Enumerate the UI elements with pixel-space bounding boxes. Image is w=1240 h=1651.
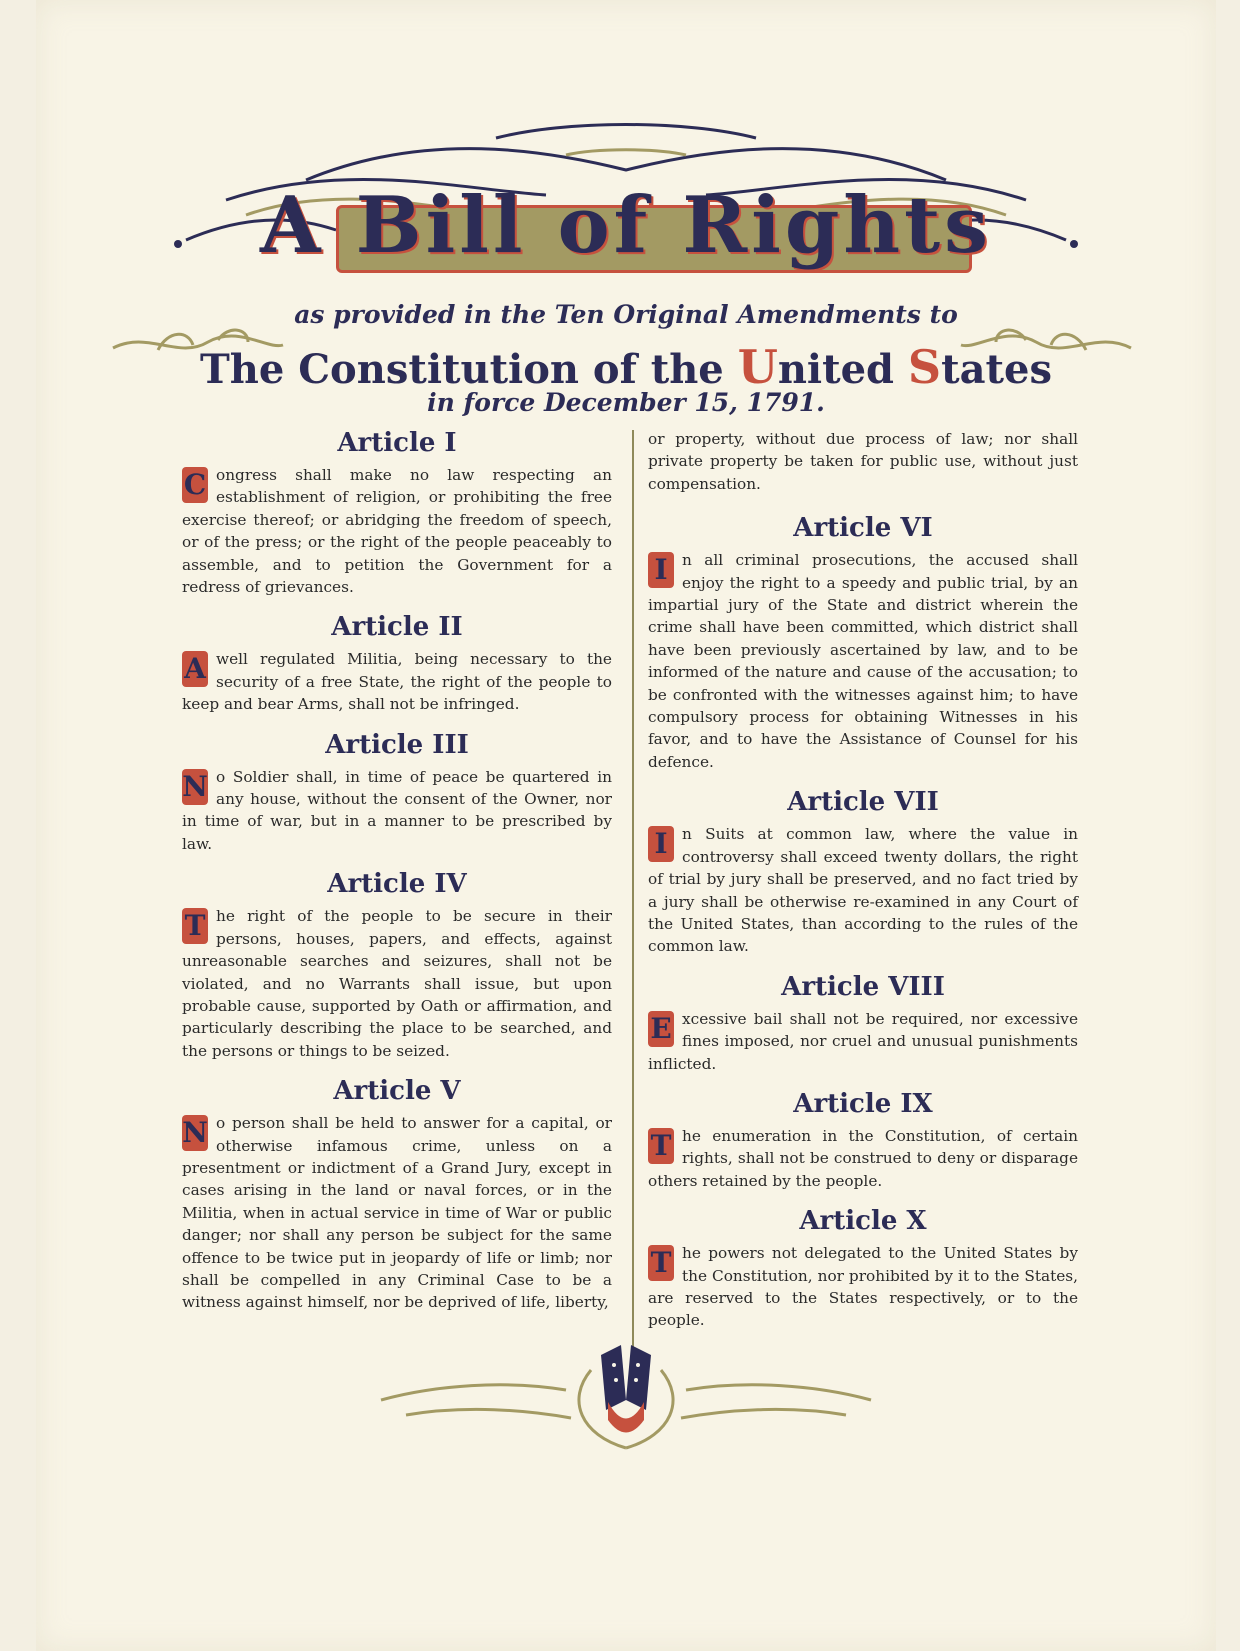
constitution-initial-u: U bbox=[737, 340, 778, 394]
article-5-continuation: or property, without due process of law; nor shall private property be taken for public use, without just compensation. bbox=[648, 430, 1078, 493]
in-force-date: in force December 15, 1791. bbox=[427, 388, 825, 417]
document-subtitle: as provided in the Ten Original Amendments to bbox=[294, 300, 958, 329]
article-body bbox=[182, 464, 612, 598]
flag-shield-emblem bbox=[36, 1340, 1216, 1460]
constitution-heading-pre: The Constitution of the bbox=[200, 346, 738, 393]
right-column bbox=[648, 428, 1078, 1346]
article-title: Article II bbox=[331, 612, 463, 643]
article-text: n all criminal prosecutions, the accused shall enjoy the right to a speedy and public trial, by an impartial jury of the State and district wherein the crime shall have been committed, which district shall have been previously ascertained by law, and to be informed of the nature and cause of the accusation; to be confronted with the witnesses against him; to have compulsory process for obtaining Witnesses in his favor, and to have the Assistance of Counsel for his defence. bbox=[648, 551, 1078, 771]
drop-cap: I bbox=[648, 826, 674, 862]
drop-cap: T bbox=[182, 908, 208, 944]
article-2 bbox=[182, 612, 612, 715]
article-text: he enumeration in the Constitution, of certain rights, shall not be construed to deny or disparage others retained by the people. bbox=[648, 1126, 1078, 1190]
article-6 bbox=[648, 513, 1078, 773]
article-7 bbox=[648, 787, 1078, 957]
document-title: A Bill of Rights bbox=[259, 180, 993, 271]
article-text: xcessive bail shall not be required, nor excessive fines imposed, nor cruel and unusual punishments inflicted. bbox=[648, 1009, 1078, 1073]
constitution-heading-nited: nited bbox=[777, 346, 908, 393]
article-body bbox=[182, 766, 612, 856]
drop-cap: C bbox=[183, 468, 207, 501]
drop-cap: T bbox=[648, 1128, 674, 1164]
article-title: Article X bbox=[799, 1206, 927, 1237]
article-body bbox=[182, 1112, 612, 1314]
constitution-heading-tates: tates bbox=[941, 346, 1052, 393]
article-title: Article I bbox=[337, 428, 457, 458]
constitution-heading bbox=[36, 340, 1216, 394]
drop-cap: I bbox=[648, 552, 674, 588]
article-8 bbox=[648, 972, 1078, 1075]
article-text: ongress shall make no law respecting an establishment of religion, or prohibiting the free exercise thereof; or abridging the freedom of speech, or of the press; or the right of the people peaceably to assemble, and to petition the Government for a redress of grievances. bbox=[182, 466, 612, 597]
article-1 bbox=[182, 428, 612, 598]
drop-cap: A bbox=[182, 651, 208, 687]
article-title: Article IV bbox=[327, 869, 467, 900]
article-title: Article V bbox=[333, 1076, 461, 1107]
article-5 bbox=[182, 1076, 612, 1314]
article-text: o Soldier shall, in time of peace be quartered in any house, without the consent of the Owner, nor in time of war, but in a manner to be prescribed by law. bbox=[182, 767, 612, 853]
drop-cap: N bbox=[182, 769, 208, 803]
article-title: Article VI bbox=[793, 513, 933, 544]
article-9 bbox=[648, 1089, 1078, 1192]
article-title: Article IX bbox=[793, 1088, 933, 1119]
article-body bbox=[648, 1125, 1078, 1192]
drop-cap: N bbox=[182, 1116, 208, 1150]
article-10 bbox=[648, 1206, 1078, 1332]
document-page bbox=[36, 0, 1216, 1651]
article-body bbox=[648, 1242, 1078, 1332]
article-body bbox=[648, 823, 1078, 957]
article-3 bbox=[182, 730, 612, 856]
article-title: Article III bbox=[325, 729, 469, 760]
drop-cap: T bbox=[648, 1245, 674, 1281]
drop-cap: E bbox=[648, 1011, 674, 1047]
article-title: Article VIII bbox=[781, 971, 945, 1002]
constitution-initial-s: S bbox=[907, 340, 942, 394]
article-text: well regulated Militia, being necessary to the security of a free State, the right of the people to keep and bear Arms, shall not be infringed. bbox=[182, 650, 612, 714]
article-body bbox=[182, 648, 612, 715]
article-text: n Suits at common law, where the value in controversy shall exceed twenty dollars, the right of trial by jury shall be preserved, and no fact tried by a jury shall be otherwise re-examined in any Court of the United States, than according to the rules of the common law. bbox=[648, 825, 1078, 956]
column-divider bbox=[632, 430, 634, 1385]
left-column bbox=[182, 428, 612, 1328]
article-body bbox=[182, 905, 612, 1062]
article-text: o person shall be held to answer for a capital, or otherwise infamous crime, unless on a presentment or indictment of a Grand Jury, except in cases arising in the land or naval forces, or in the Militia, when in actual service in time of War or public danger; nor shall any person be subject for the same offence to be twice put in jeopardy of life or limb; nor shall be compelled in any Criminal Case to be a witness against himself, nor be deprived of life, liberty, bbox=[182, 1114, 612, 1312]
article-body bbox=[648, 1008, 1078, 1075]
document-header bbox=[36, 0, 1216, 440]
article-body bbox=[648, 549, 1078, 773]
article-title: Article VII bbox=[787, 787, 939, 818]
article-text: he powers not delegated to the United States by the Constitution, nor prohibited by it to the States, are reserved to the States respectively, or to the people. bbox=[648, 1244, 1078, 1330]
article-text: he right of the people to be secure in their persons, houses, papers, and effects, against unreasonable searches and seizures, shall not be violated, and no Warrants shall issue, but upon probable cause, supported by Oath or affirmation, and particularly describing the place to be searched, and the persons or things to be seized. bbox=[182, 907, 612, 1060]
article-4 bbox=[182, 869, 612, 1062]
